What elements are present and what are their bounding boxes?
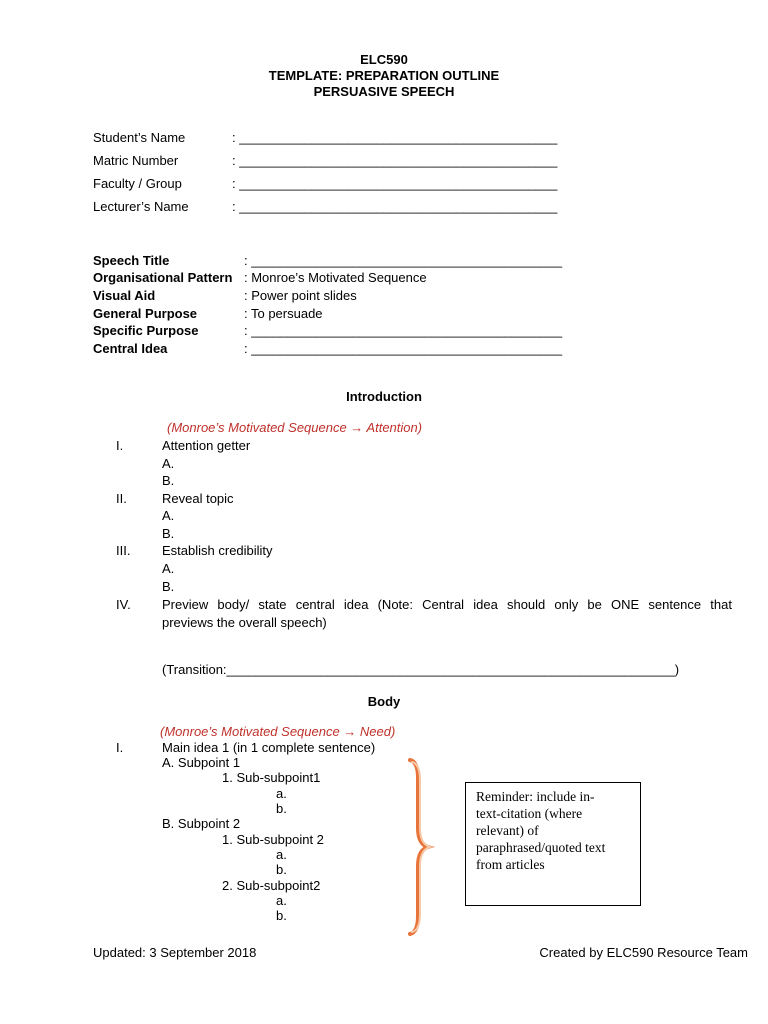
subpoint-2: B. Subpoint 2 <box>162 816 241 831</box>
speech-title-field: : ___________________________________________ <box>244 253 563 268</box>
footer-updated-date: Updated: 3 September 2018 <box>93 945 257 960</box>
doc-template-title: TEMPLATE: PREPARATION OUTLINE <box>268 68 500 83</box>
faculty-group-field: : ____________________________________________ <box>232 176 558 191</box>
specific-purpose-label: Specific Purpose <box>93 323 199 338</box>
attention-getter-item: Attention getter <box>162 438 251 453</box>
introduction-heading: Introduction <box>346 389 422 404</box>
body-heading: Body <box>367 694 401 709</box>
sub-subpoint-1: 1. Sub-subpoint1 <box>222 770 321 785</box>
reminder-line: Reminder: include in- <box>476 789 595 804</box>
visual-aid-value: : Power point slides <box>244 288 357 303</box>
preview-body-item-line2: previews the overall speech) <box>162 615 327 630</box>
list-item-letter: A. <box>162 561 175 576</box>
list-item-letter: a. <box>276 893 287 908</box>
lecturer-name-label: Lecturer’s Name <box>93 199 189 214</box>
list-item-letter: B. <box>162 473 175 488</box>
subpoint-1: A. Subpoint 1 <box>162 755 241 770</box>
matric-number-field: : ____________________________________________ <box>232 153 558 168</box>
faculty-group-label: Faculty / Group <box>93 176 182 191</box>
list-item-letter: A. <box>162 456 175 471</box>
doc-speech-type: PERSUASIVE SPEECH <box>313 84 455 99</box>
reveal-topic-item: Reveal topic <box>162 491 234 506</box>
intro-item-num: II. <box>116 491 127 506</box>
curly-brace-icon <box>400 758 440 936</box>
organisational-pattern-label: Organisational Pattern <box>93 270 233 285</box>
lecturer-name-field: : ____________________________________________ <box>232 199 558 214</box>
central-idea-field: : ___________________________________________ <box>244 341 563 356</box>
intro-item-num: I. <box>116 438 124 453</box>
body-main-num: I. <box>116 740 124 755</box>
footer-credits: Created by ELC590 Resource Team <box>539 945 748 960</box>
sub-subpoint-2: 1. Sub-subpoint 2 <box>222 832 324 847</box>
reminder-line: text-citation (where <box>476 806 583 821</box>
matric-number-label: Matric Number <box>93 153 179 168</box>
organisational-pattern-value: : Monroe’s Motivated Sequence <box>244 270 427 285</box>
general-purpose-label: General Purpose <box>93 306 198 321</box>
student-name-label: Student’s Name <box>93 130 186 145</box>
reminder-line: paraphrased/quoted text <box>476 840 606 855</box>
reminder-line: relevant) of <box>476 823 539 838</box>
intro-item-num: IV. <box>116 597 131 612</box>
list-item-letter: B. <box>162 579 175 594</box>
doc-code: ELC590 <box>360 52 408 67</box>
list-item-letter: B. <box>162 526 175 541</box>
sub-subpoint-3: 2. Sub-subpoint2 <box>222 878 321 893</box>
visual-aid-label: Visual Aid <box>93 288 156 303</box>
list-item-letter: A. <box>162 508 175 523</box>
speech-title-label: Speech Title <box>93 253 170 268</box>
establish-credibility-item: Establish credibility <box>162 543 273 558</box>
list-item-letter: b. <box>276 908 287 923</box>
list-item-letter: a. <box>276 786 287 801</box>
list-item-letter: a. <box>276 847 287 862</box>
main-idea-item: Main idea 1 (in 1 complete sentence) <box>162 740 376 755</box>
general-purpose-value: : To persuade <box>244 306 323 321</box>
specific-purpose-field: : ___________________________________________ <box>244 323 563 338</box>
need-sequence-note: (Monroe’s Motivated Sequence → Need) <box>160 724 396 739</box>
preview-body-item-line1: Preview body/ state central idea (Note: Central idea should only be ONE sentence that <box>162 597 732 612</box>
list-item-letter: b. <box>276 862 287 877</box>
transition-line: (Transition:______________________________________________________________) <box>162 662 680 677</box>
intro-item-num: III. <box>116 543 131 558</box>
reminder-line: from articles <box>476 857 545 872</box>
reminder-box <box>465 782 641 906</box>
central-idea-label: Central Idea <box>93 341 168 356</box>
list-item-letter: b. <box>276 801 287 816</box>
attention-sequence-note: (Monroe’s Motivated Sequence → Attention) <box>167 420 423 435</box>
student-name-field: : ____________________________________________ <box>232 130 558 145</box>
